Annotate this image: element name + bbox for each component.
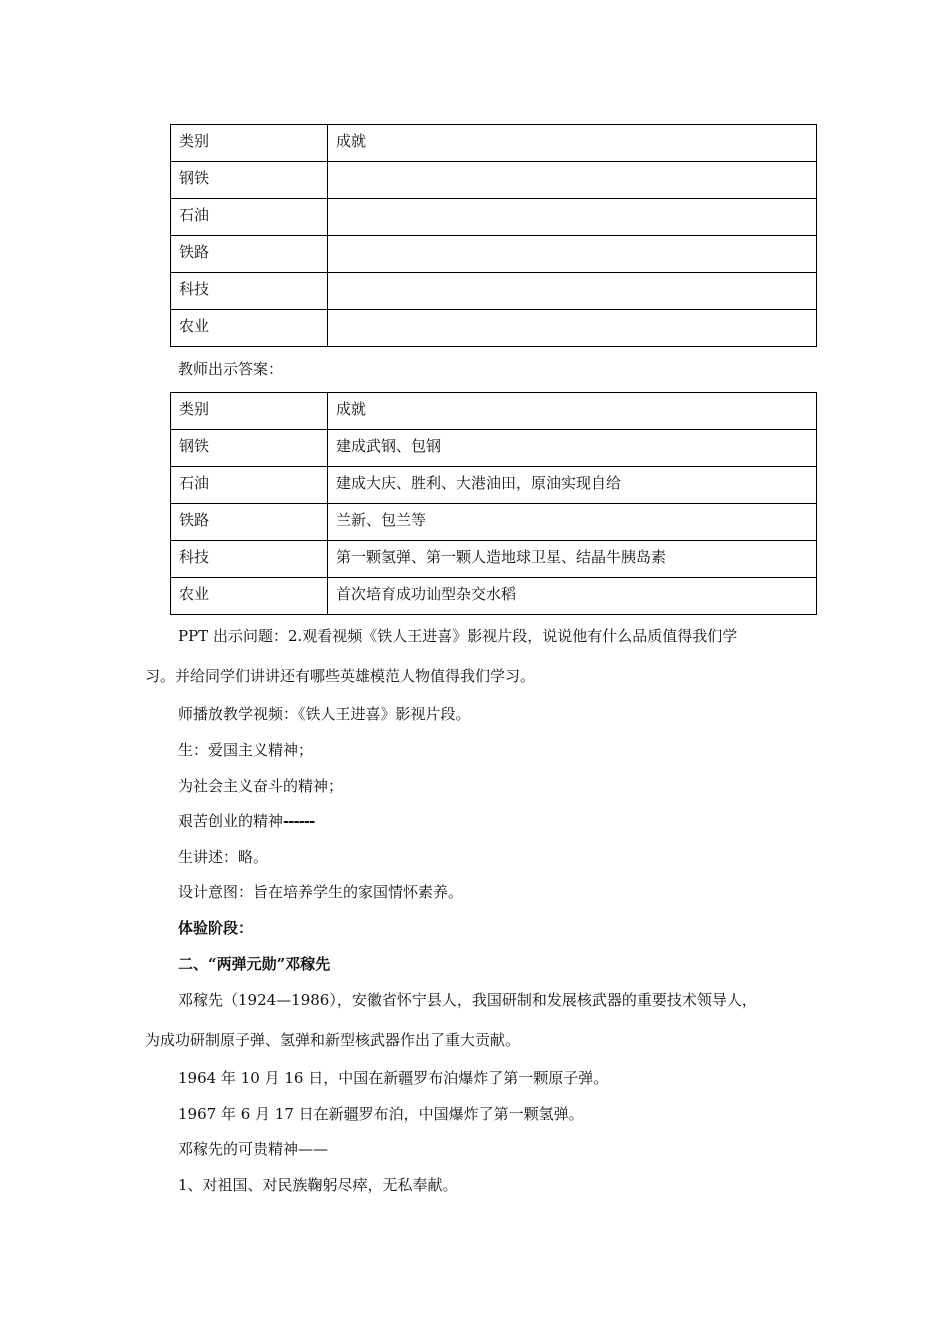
deng-intro-line-1: 邓稼先（1924—1986），安徽省怀宁县人，我国研制和发展核武器的重要技术领导人， xyxy=(178,991,757,1009)
table-row xyxy=(171,199,817,236)
stage-heading: 体验阶段： xyxy=(178,919,254,937)
table-row xyxy=(171,504,817,541)
table-cell: 石油 xyxy=(171,467,328,504)
table-row xyxy=(171,162,817,199)
teacher-video-line: 师播放教学视频：《铁人王进喜》影视片段。 xyxy=(178,705,471,723)
table-row xyxy=(171,430,817,467)
table-cell: 铁路 xyxy=(171,236,328,273)
event-1964: 1964 年 10 月 16 日，中国在新疆罗布泊爆炸了第一颗原子弹。 xyxy=(178,1069,609,1087)
ellipsis-dashes: ------ xyxy=(283,812,315,830)
table-row xyxy=(171,310,817,347)
table-header-row xyxy=(171,125,817,162)
table-cell: 铁路 xyxy=(171,504,328,541)
table-row xyxy=(171,541,817,578)
student-answer-1: 生：爱国主义精神； xyxy=(178,741,314,759)
event-1967: 1967 年 6 月 17 日在新疆罗布泊，中国爆炸了第一颗氢弹。 xyxy=(178,1105,584,1123)
design-intent: 设计意图：旨在培养学生的家国情怀素养。 xyxy=(178,883,464,901)
table-cell: 第一颗氢弹、第一颗人造地球卫星、结晶牛胰岛素 xyxy=(328,541,817,578)
student-answer-2: 为社会主义奋斗的精神； xyxy=(178,777,344,795)
table-row xyxy=(171,236,817,273)
achievement-table-blank xyxy=(170,124,817,347)
table-row xyxy=(171,578,817,615)
student-answer-4: 生讲述：略。 xyxy=(178,848,269,866)
table-cell: 科技 xyxy=(171,541,328,578)
table-cell: 成就 xyxy=(328,125,817,162)
table-cell: 科技 xyxy=(171,273,328,310)
table-cell: 首次培育成功讪型杂交水稻 xyxy=(328,578,817,615)
table-row xyxy=(171,467,817,504)
achievement-table-answers xyxy=(170,392,817,615)
section-heading: 二、“两弹元勋”邓稼先 xyxy=(178,955,331,973)
answer-caption: 教师出示答案： xyxy=(178,360,284,378)
student-answer-3 xyxy=(178,811,314,831)
table-cell: 石油 xyxy=(171,199,328,236)
table-cell: 类别 xyxy=(171,125,328,162)
table-cell xyxy=(328,273,817,310)
table-cell: 兰新、包兰等 xyxy=(328,504,817,541)
table-cell: 钢铁 xyxy=(171,430,328,467)
table-cell xyxy=(328,310,817,347)
table-cell: 钢铁 xyxy=(171,162,328,199)
spirit-intro: 邓稼先的可贵精神—— xyxy=(178,1140,329,1158)
table-header-row xyxy=(171,393,817,430)
table-cell xyxy=(328,236,817,273)
table-cell: 建成大庆、胜利、大港油田，原油实现自给 xyxy=(328,467,817,504)
table-cell: 农业 xyxy=(171,578,328,615)
ppt-question-line-2: 习。并给同学们讲讲还有哪些英雄模范人物值得我们学习。 xyxy=(145,667,536,685)
deng-intro-line-2: 为成功研制原子弹、氢弹和新型核武器作出了重大贡献。 xyxy=(145,1031,521,1049)
table-cell: 农业 xyxy=(171,310,328,347)
ppt-question-line-1: PPT 出示问题：2.观看视频《铁人王进喜》影视片段，说说他有什么品质值得我们学 xyxy=(178,627,738,645)
table-row xyxy=(171,273,817,310)
table-cell: 建成武钢、包钢 xyxy=(328,430,817,467)
table-cell: 类别 xyxy=(171,393,328,430)
table-cell: 成就 xyxy=(328,393,817,430)
table-cell xyxy=(328,199,817,236)
table-cell xyxy=(328,162,817,199)
student-answer-3-text: 艰苦创业的精神 xyxy=(178,812,284,830)
spirit-item-1: 1、对祖国、对民族鞠躬尽瘁，无私奉献。 xyxy=(178,1176,458,1194)
